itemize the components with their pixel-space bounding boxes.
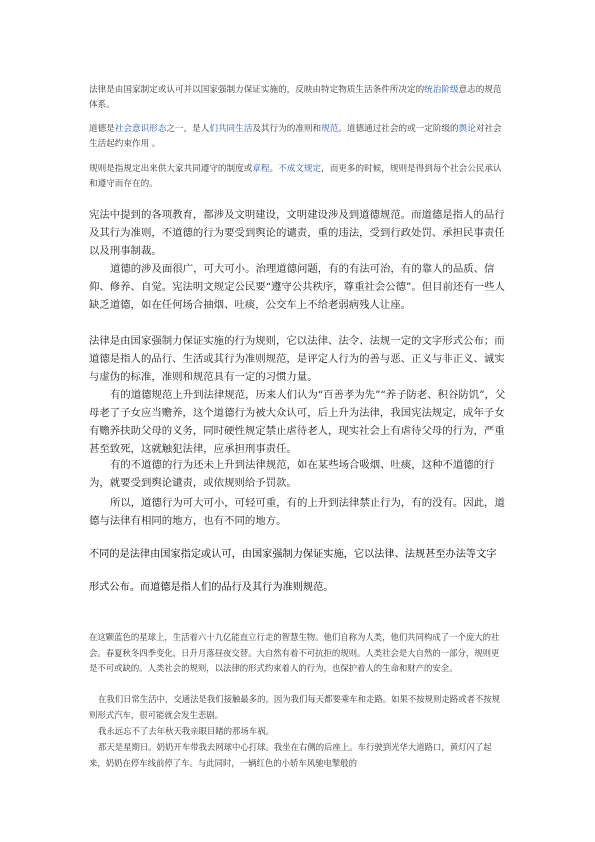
- text-span: 意志的规范体系。: [89, 85, 502, 110]
- link-charter[interactable]: 章程: [252, 164, 270, 174]
- text-span: 。道德通过社会的或一定阶级的: [338, 124, 459, 134]
- text-span: 之一，是人: [166, 124, 210, 134]
- paragraph-not-yet-law: 有的不道德的行为还未上升到法律规范，如在某些场合吸烟、吐痰，这种不道德的行为，就要受到舆论谴责，或依规则给予罚款。: [89, 459, 495, 489]
- paragraph-constitution-education: 宪法中提到的各项教育，都涉及文明建设，文明建设涉及到道德规范。而道德是指人的品行及其行为准则，不道德的行为要受到舆论的谴责，重的违法，受到行政处罚、承担民事责任以及刑事制裁。: [89, 209, 505, 257]
- text-span: 规则是指规定出来供大家共同遵守的制度或: [89, 164, 253, 174]
- text-span: 法律是由国家制定或认可并以国家强制力保证实施的，反映由特定物质生活条件所决定的: [89, 85, 425, 95]
- link-public-opinion[interactable]: 舆论: [458, 124, 476, 134]
- paragraph-morality-definition: [89, 122, 507, 152]
- text-span: ，而更多的时候，规则是得到每个社会公民承认和遵守而存在的。: [89, 164, 502, 189]
- link-social-ideology[interactable]: 社会意识形态: [114, 124, 167, 134]
- paragraph-law-definition: [89, 83, 507, 113]
- paragraph-filial-piety: 有的道德规范上升到法律规范，历来人们认为“百善孝为先”“养子防老、积谷防饥”，父母老了子女应当赡养，这个道德行为被大众认可，后上升为法律，我国宪法规定，成年子女有赡养扶助父母的义务，同时硬性规定禁止虐待老人，现实社会上有虐待父母的行为，严重甚至致死，这就触犯法律，应承担刑事责任。: [89, 389, 506, 455]
- paragraph-blue-planet: 在这颗蓝色的星球上，生活着六十九亿能直立行走的智慧生物。他们自称为人类，他们共同构成了一个庞大的社会。春夏秋冬四季变化，日升月落昼夜交替。大自然有着不可抗拒的规则。人类社会是大自然的一部分，规则更是不可或缺的。人类社会的规则，以法律的形式约束着人的行为，也保护着人的生命和财产的安全。: [89, 632, 500, 673]
- paragraph-rule-definition: [89, 162, 507, 192]
- paragraph-traffic-law: 在我们日常生活中，交通法是我们接触最多的。因为我们每天都要乘车和走路。如果不按规则走路或者不按规则形式汽车，很可能就会发生悲剧。: [89, 694, 500, 720]
- paragraph-difference-line2: 形式公布。而道德是指人们的品行及其行为准则规范。: [89, 582, 334, 593]
- paragraph-morality-scope: 道德的涉及面很广，可大可小。治理道德问题，有的有法可治，有的靠人的品质、信仰、修养、自觉。宪法明文规定公民要“遵守公共秩序，尊重社会公德”。但目前还有一些人缺乏道德，如在任何场合抽烟、吐痰，公交车上不给老弱病残人让座。: [89, 263, 505, 311]
- link-unwritten-rule[interactable]: 不成文规定: [278, 164, 322, 174]
- link-ruling-class[interactable]: 统治阶级: [424, 85, 459, 95]
- link-common-life[interactable]: 们共同生活: [209, 124, 253, 134]
- text-span: 对社会生活起约束作用 。: [89, 124, 502, 149]
- paragraph-sunday-story: 那天是星期日。奶奶开车带我去网球中心打球。我坐在右侧的后座上。车行驶到光华大道路口，黄灯闪了起来，奶奶在停车线前停了车。与此同时，一辆红色的小轿车风驰电掣般的: [89, 742, 492, 768]
- link-norms[interactable]: 规范: [321, 124, 339, 134]
- text-span: 及其行为的准则和: [252, 124, 322, 134]
- paragraph-accident-memory: 我永远忘不了去年秋天我亲眼目睹的那场车祸。: [98, 726, 274, 736]
- text-span: 。: [269, 164, 279, 174]
- paragraph-difference-line1: 不同的是法律由国家指定或认可，由国家强制力保证实施，它以法律、法规甚至办法等文字: [89, 549, 497, 560]
- text-span: 道德是: [89, 124, 115, 134]
- paragraph-conclusion: 所以，道德行为可大可小，可轻可重，有的上升到法律禁止行为，有的没有。因此，道德与法律有相同的地方，也有不同的地方。: [89, 497, 505, 527]
- paragraph-law-vs-morality: 法律是由国家强制力保证实施的行为规则，它以法律、法令、法规一定的文字形式公布；而道德是指人的品行、生活或其行为准则规范，是评定人行为的善与恶、正义与非正义、诚实与虚伪的标准，准则和规范具有一定的习惯力量。: [89, 335, 505, 383]
